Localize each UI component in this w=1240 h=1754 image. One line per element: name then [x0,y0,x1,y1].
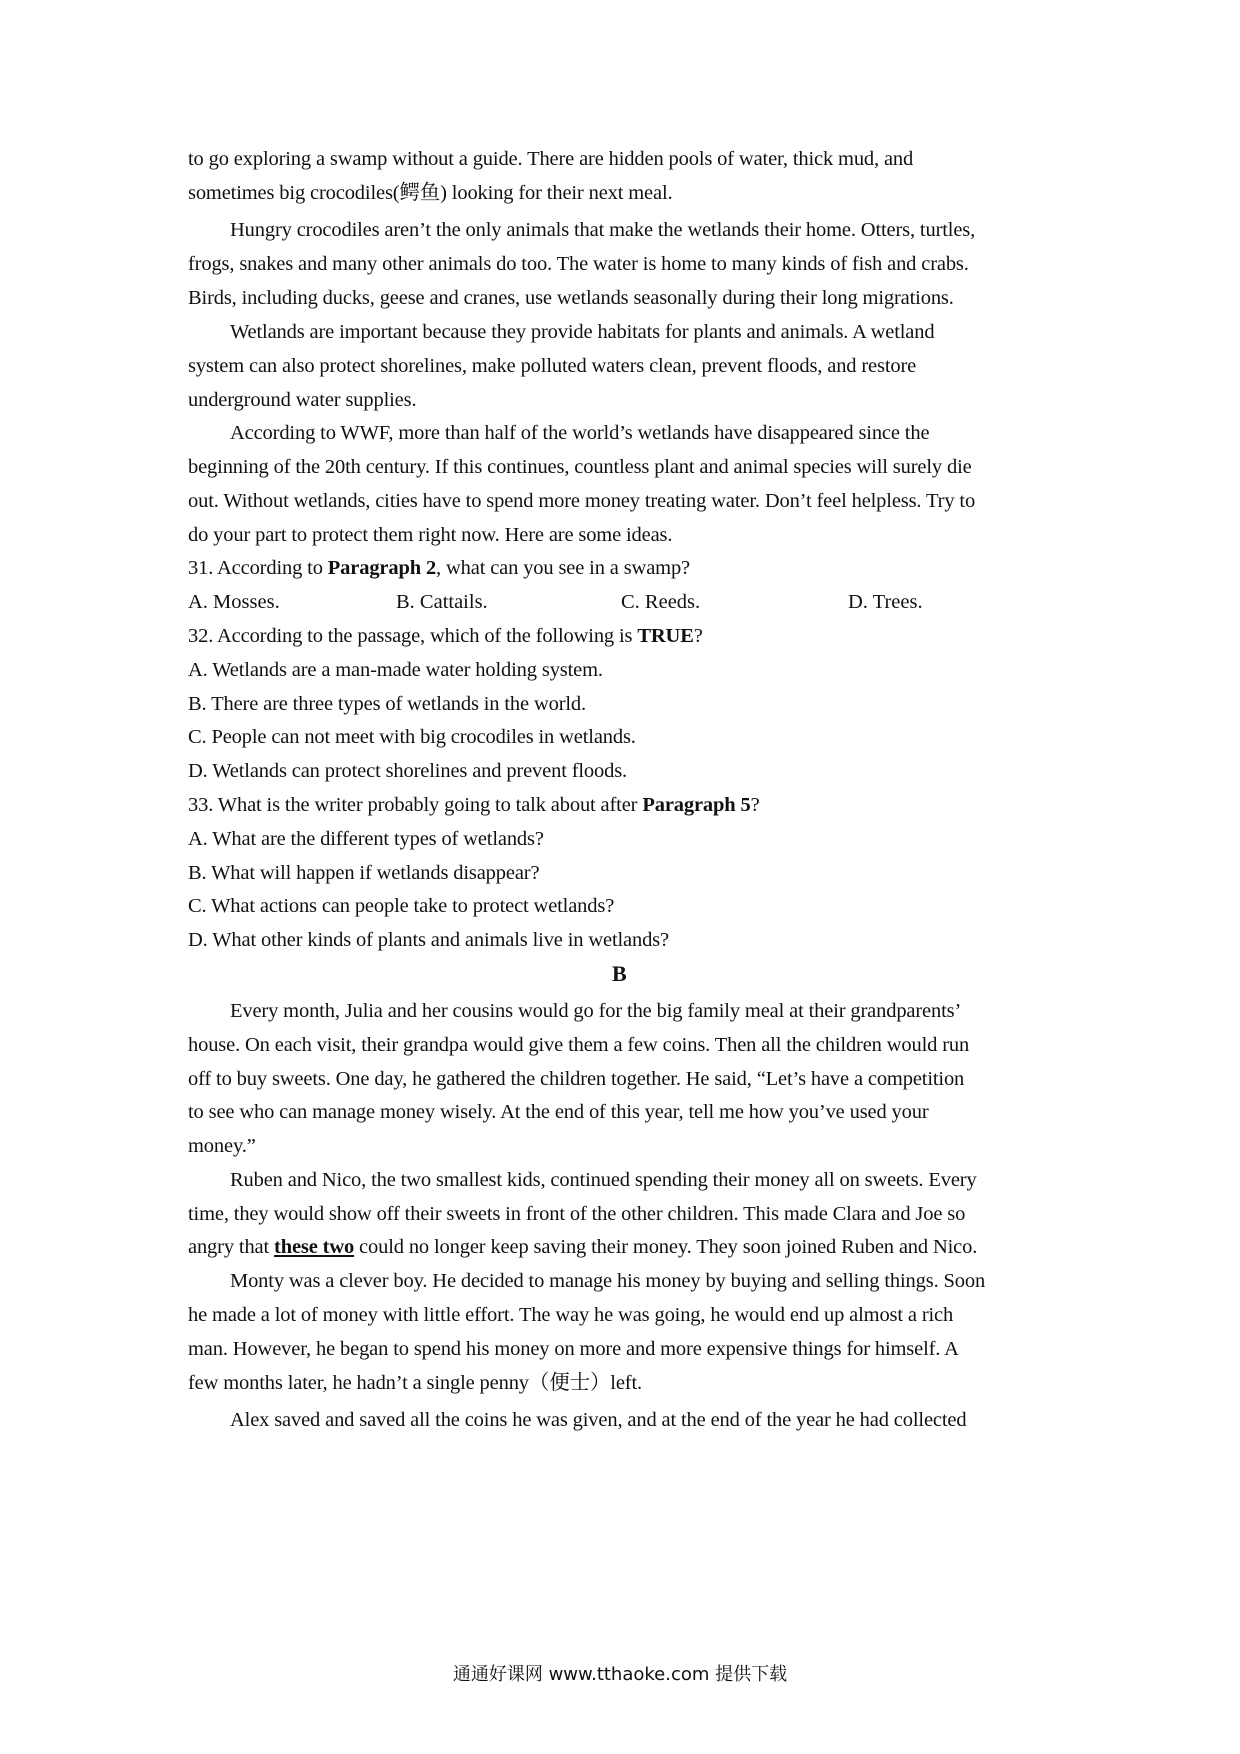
question-32 [188,623,703,649]
question-32-option-c: C. People can not meet with big crocodiles in wetlands. [188,726,636,748]
section-b-paragraph-2-line-2: time, they would show off their sweets in front of the other children. This made Clara and Joe so [188,1203,966,1225]
paragraph-2-line-3: Birds, including ducks, geese and cranes, use wetlands seasonally during their long migrations. [188,287,954,309]
section-b-paragraph-3-line-4: few months later, he hadn’t a single penny（便士）left. [188,1372,643,1394]
question-33-pre: 33. What is the writer probably going to talk about after [188,794,643,816]
section-b-paragraph-1-line-2: house. On each visit, their grandpa would give them a few coins. Then all the children would run [188,1034,970,1056]
question-33-option-c: C. What actions can people take to protect wetlands? [188,895,615,917]
question-31-bold: Paragraph 2 [327,557,437,579]
question-32-post: ? [693,625,703,647]
question-32-bold: TRUE [637,625,694,647]
section-b-paragraph-3-line-2: he made a lot of money with little effort. The way he was going, he would end up almost a rich [188,1304,954,1326]
section-b-paragraph-3-line-1: Monty was a clever boy. He decided to manage his money by buying and selling things. Soon [230,1270,986,1292]
question-33-option-b: B. What will happen if wetlands disappear? [188,862,540,884]
question-31-option-b: B. Cattails. [396,591,488,613]
section-b-paragraph-1-line-1: Every month, Julia and her cousins would go for the big family meal at their grandparents’ [230,1000,962,1022]
paragraph-4-line-2: beginning of the 20th century. If this continues, countless plant and animal species will surely die [188,456,972,478]
question-31-option-c: C. Reeds. [621,591,701,613]
question-31 [188,555,690,581]
paragraph-4-line-1: According to WWF, more than half of the world’s wetlands have disappeared since the [230,422,930,444]
paragraph-4-line-3: out. Without wetlands, cities have to spend more money treating water. Don’t feel helpless. Try to [188,490,976,512]
section-b-paragraph-2-line-1: Ruben and Nico, the two smallest kids, continued spending their money all on sweets. Every [230,1169,977,1191]
line-3-post: could no longer keep saving their money. They soon joined Ruben and Nico. [354,1236,978,1258]
underlined-phrase: these two [274,1236,355,1258]
question-33-option-a: A. What are the different types of wetlands? [188,828,544,850]
question-33-post: ? [750,794,760,816]
paragraph-2-line-1: Hungry crocodiles aren’t the only animals that make the wetlands their home. Otters, turtles, [230,219,976,241]
question-31-post: , what can you see in a swamp? [436,557,690,579]
paragraph-3-line-1: Wetlands are important because they provide habitats for plants and animals. A wetland [230,321,935,343]
question-32-option-b: B. There are three types of wetlands in the world. [188,693,587,715]
section-b-paragraph-2-line-3 [188,1234,977,1260]
question-33-option-d: D. What other kinds of plants and animals live in wetlands? [188,929,669,951]
paragraph-3-line-2: system can also protect shorelines, make polluted waters clean, prevent floods, and restore [188,355,917,377]
section-b-paragraph-3-line-3: man. However, he began to spend his money on more and more expensive things for himself. A [188,1338,959,1360]
question-33-bold: Paragraph 5 [642,794,751,816]
question-31-option-a: A. Mosses. [188,591,280,613]
paragraph-2-line-2: frogs, snakes and many other animals do too. The water is home to many kinds of fish and crabs. [188,253,969,275]
paragraph-1-line-1: to go exploring a swamp without a guide. There are hidden pools of water, thick mud, and [188,148,914,170]
section-b-paragraph-1-line-5: money.” [188,1135,256,1157]
question-32-pre: 32. According to the passage, which of the following is [188,625,638,647]
line-3-pre: angry that [188,1236,275,1258]
section-b-paragraph-4-line-1: Alex saved and saved all the coins he was given, and at the end of the year he had collected [230,1409,967,1431]
section-b-paragraph-1-line-3: off to buy sweets. One day, he gathered the children together. He said, “Let’s have a competition [188,1068,965,1090]
question-31-option-d: D. Trees. [848,591,923,613]
question-32-option-a: A. Wetlands are a man-made water holding system. [188,659,603,681]
question-32-option-d: D. Wetlands can protect shorelines and prevent floods. [188,760,628,782]
paragraph-1-line-2: sometimes big crocodiles(鳄鱼) looking for their next meal. [188,182,673,204]
paragraph-4-line-4: do your part to protect them right now. Here are some ideas. [188,524,673,546]
paragraph-3-line-3: underground water supplies. [188,389,417,411]
question-33 [188,792,760,818]
question-31-pre: 31. According to [188,557,328,579]
section-b-paragraph-1-line-4: to see who can manage money wisely. At the end of this year, tell me how you’ve used your [188,1101,929,1123]
section-b-heading: B [612,961,627,986]
page-footer: 通通好课网 www.tthaoke.com 提供下载 [452,1664,788,1685]
